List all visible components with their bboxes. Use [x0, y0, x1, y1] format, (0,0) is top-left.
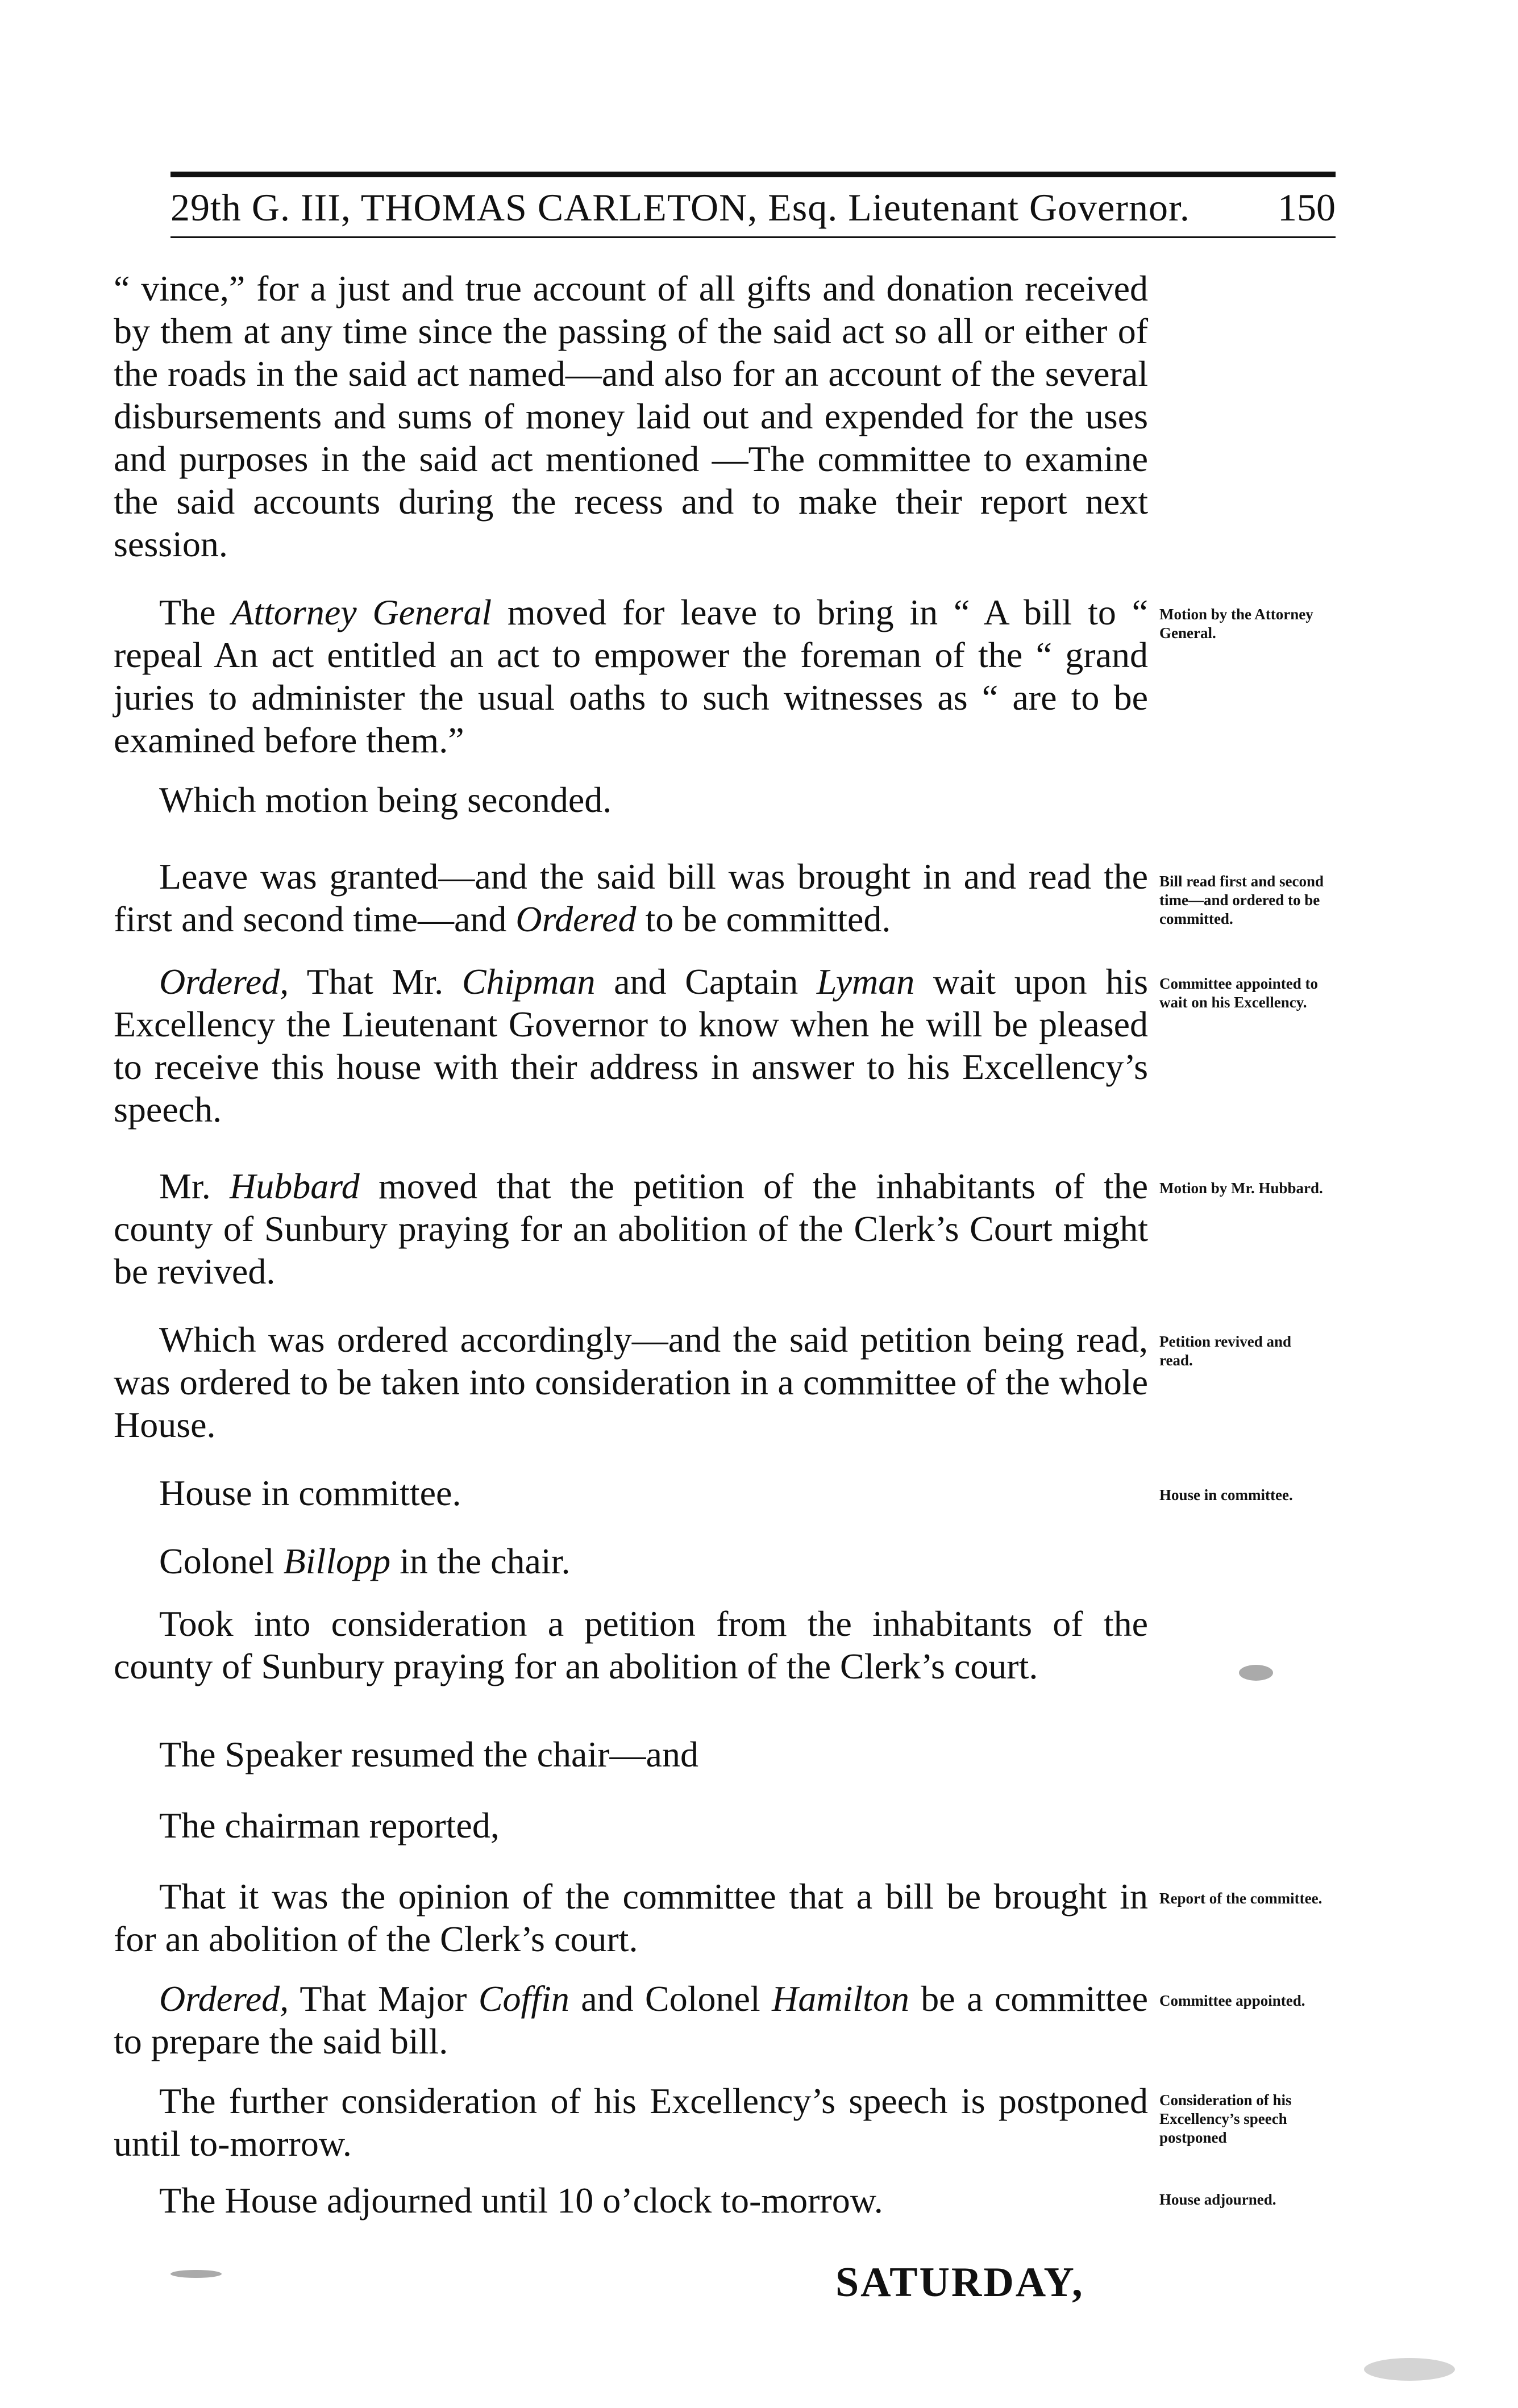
header-rule-bottom: [170, 236, 1336, 238]
text-run: The House adjourned until 10 o’clock to-morrow.: [159, 2180, 883, 2220]
margin-note: Consideration of his Excellency’s speech postponed: [1159, 2092, 1292, 2146]
text-run: and Colonel: [569, 1978, 772, 2019]
paragraph-8: [114, 1472, 1148, 1514]
paragraph-1: [114, 267, 1148, 565]
paragraph-4: [114, 855, 1148, 940]
margin-note: House adjourned.: [1159, 2191, 1276, 2208]
text-run: in the chair.: [390, 1541, 571, 1581]
ink-smudge: [1364, 2358, 1455, 2381]
italic-text: Hamilton: [772, 1978, 909, 2019]
paragraph-10: [114, 1602, 1148, 1688]
text-run: “ vince,” for a just and true account of all gifts and donation received by them at any time since the passing of the said act so all or either of the roads in the said act named—and also for an account of the several disbursements and sums of money laid out and expended for the uses and purposes in the said act mentioned —The committee to examine the said accounts during the recess and to make their report next session.: [114, 268, 1148, 564]
text-run: moved that the petition of the inhabitants of the county of Sunbury praying for an abolition of the Clerk’s Court might be revived.: [114, 1166, 1149, 1292]
text-run: The: [159, 592, 232, 632]
margin-note: Committee appointed to wait on his Excellency.: [1159, 975, 1318, 1011]
text-run: Which was ordered accordingly—and the said petition being read, was ordered to be taken into consideration in a committee of the whole House.: [114, 1319, 1148, 1445]
italic-text: Attorney General: [231, 592, 492, 632]
text-run: The further consideration of his Excellency’s speech is postponed until to-morrow.: [114, 2081, 1148, 2164]
paragraph-14: [114, 1977, 1148, 2063]
margin-note: Motion by the Attorney General.: [1159, 606, 1313, 641]
italic-text: Billopp: [283, 1541, 391, 1581]
paragraph-13: [114, 1875, 1148, 1960]
italic-text: Hubbard: [229, 1166, 360, 1206]
text-run: wait upon his Excellency the Lieutenant Governor to know when he will be pleased to receive this house with their address in answer to his Excellency’s speech.: [114, 961, 1149, 1130]
paragraph-2: [114, 591, 1148, 761]
ink-smudge: [1239, 1665, 1273, 1681]
italic-text: Ordered: [515, 899, 637, 939]
text-run: The chairman reported,: [159, 1805, 500, 1845]
italic-text: Ordered,: [159, 961, 289, 1002]
paragraph-11: [114, 1733, 1148, 1776]
text-run: That Major: [289, 1978, 479, 2019]
text-run: House in committee.: [159, 1473, 461, 1513]
paragraph-15: [114, 2080, 1148, 2165]
catchword: SATURDAY,: [835, 2259, 1084, 2306]
margin-note: Motion by Mr. Hubbard.: [1159, 1180, 1323, 1197]
paragraph-12: [114, 1804, 1148, 1847]
margin-note: Committee appointed.: [1159, 1992, 1305, 2009]
margin-note: Bill read first and second time—and ordered to be committed.: [1159, 873, 1324, 927]
text-run: That it was the opinion of the committee that a bill be brought in for an abolition of the Clerk’s court.: [114, 1876, 1148, 1959]
header-rule-top: [170, 172, 1336, 177]
paragraph-5: [114, 960, 1148, 1131]
text-run: be a committee to prepare the said bill.: [114, 1978, 1149, 2061]
text-run: The Speaker resumed the chair—and: [159, 1734, 698, 1774]
margin-note: Report of the committee.: [1159, 1890, 1322, 1907]
text-run: Colonel: [159, 1541, 284, 1581]
italic-text: Lyman: [816, 961, 915, 1002]
paragraph-3: [114, 778, 1148, 821]
header-title: 29th G. III, THOMAS CARLETON, Esq. Lieutenant Governor.: [170, 186, 1190, 229]
text-run: and Captain: [595, 961, 817, 1002]
text-run: That Mr.: [289, 961, 462, 1002]
running-header: [170, 182, 1336, 233]
text-run: moved for leave to bring in “ A bill to “ repeal An act entitled an act to empower the foreman of the “ grand juries to administer the usual oaths to such witnesses as “ are to be examined before them.”: [114, 592, 1149, 760]
text-run: Which motion being seconded.: [159, 780, 612, 820]
paragraph-7: [114, 1318, 1148, 1446]
text-run: to be committed.: [636, 899, 891, 939]
margin-note: House in committee.: [1159, 1486, 1293, 1503]
paragraph-6: [114, 1165, 1148, 1293]
text-run: Took into consideration a petition from the inhabitants of the county of Sunbury praying for an abolition of the Clerk’s court.: [114, 1603, 1148, 1686]
page-number: 150: [1278, 186, 1336, 229]
italic-text: Ordered,: [159, 1978, 289, 2019]
paragraph-16: [114, 2179, 1148, 2222]
text-run: Mr.: [159, 1166, 230, 1206]
italic-text: Chipman: [461, 961, 596, 1002]
margin-note: Petition revived and read.: [1159, 1333, 1291, 1369]
ink-smudge: [170, 2270, 222, 2278]
paragraph-9: [114, 1540, 1148, 1582]
italic-text: Coffin: [478, 1978, 569, 2019]
text-run: Leave was granted—and the said bill was brought in and read the first and second time—and: [114, 856, 1148, 939]
